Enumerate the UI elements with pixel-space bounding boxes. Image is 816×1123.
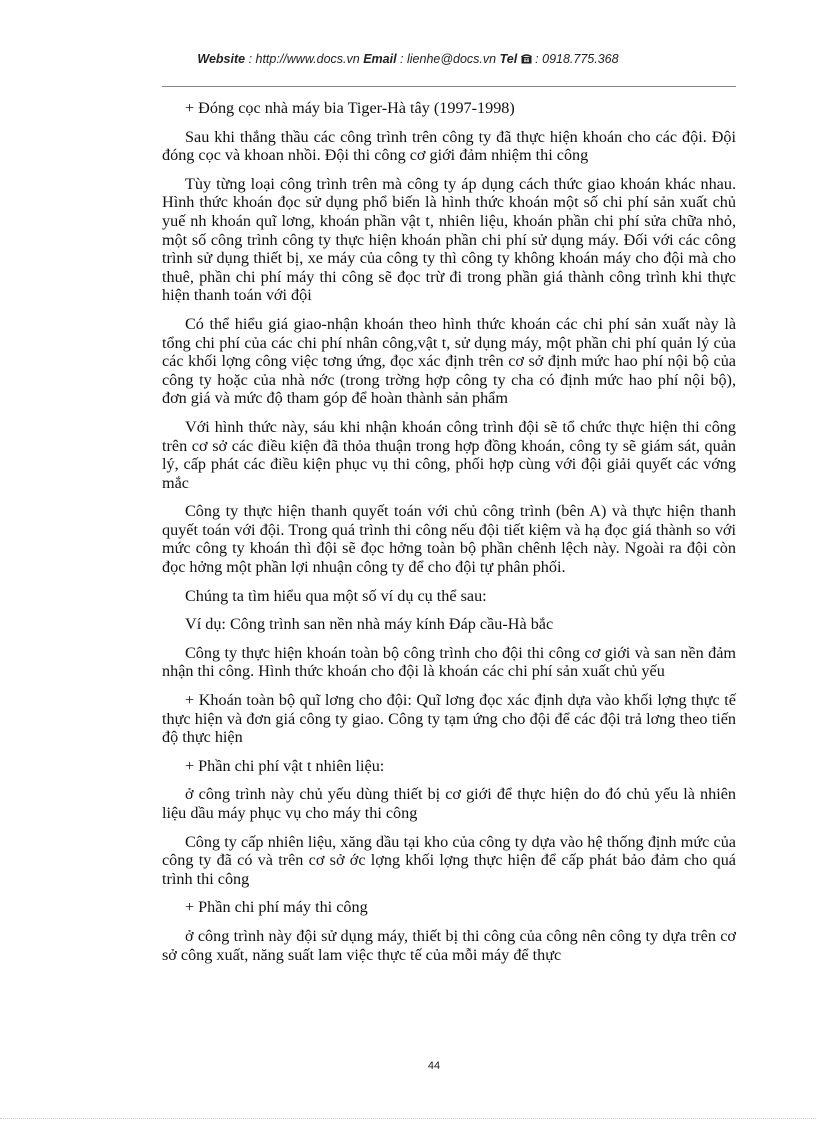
page-header (0, 52, 816, 66)
paragraph: + Đóng cọc nhà máy bia Tiger-Hà tây (1997-1998) (185, 99, 515, 117)
paragraph: Công ty thực hiện thanh quyết toán với chủ công trình (bên A) và thực hiện thanh quyết toán với đội. Trong quá trình thi công nếu đội tiết kiệm và hạ đọc giá thành so với mức công ty khoán thì đội sẽ đọc hởng toàn bộ phần chênh lệch này. Ngoài ra đội còn đọc hởng một phần lợi nhuận công ty để cho đội tự phân phối. (162, 502, 736, 577)
paragraph: Có thể hiểu giá giao-nhận khoán theo hình thức khoán các chi phí sản xuất này là tổng chi phí của các chi phí nhân công,vật t, sử dụng máy, một phần chi phí quản lý của các khối lợng công việc tơng ứng, đọc xác định trên cơ sở định mức hao phí nội bộ của công ty hoặc của nhà nớc (trong trờng hợp công ty cha có định mức hao phí nội bộ), đơn giá và mức độ tham góp để hoàn thành sản phẩm (162, 314, 736, 408)
paragraph: Sau khi thắng thầu các công trình trên công ty đã thực hiện khoán cho các đội. Đội đóng cọc và khoan nhồi. Đội thi công cơ giới đảm nhiệm thi công (162, 127, 736, 165)
document-body (162, 99, 736, 974)
page-number: 44 (427, 1060, 441, 1072)
email-label: Email (363, 52, 397, 66)
bottom-divider (0, 1118, 816, 1119)
phone-icon (521, 52, 535, 66)
paragraph: Với hình thức này, sáu khi nhận khoán công trình đội sẽ tổ chức thực hiện thi công trên cơ sở các điều kiện đã thỏa thuận trong hợp đồng khoán, công ty sẽ giám sát, quản lý, cấp phát các điều kiện phục vụ thi công, phối hợp cùng với đội giải quyết các vớng mắc (162, 417, 736, 492)
paragraph: Công ty cấp nhiên liệu, xăng dầu tại kho của công ty dựa vào hệ thống định mức của công ty đã có và trên cơ sở ớc lợng khối lợng thực hiện để cấp phát bảo đảm cho quá trình thi công (162, 832, 736, 888)
tel-label: Tel (499, 52, 518, 66)
paragraph: ở công trình này đội sử dụng máy, thiết bị thi công của công nên công ty dựa trên cơ sở công xuất, năng suất lam việc thực tế của mỗi máy để thực (162, 926, 736, 964)
tel-value: : 0918.775.368 (535, 52, 619, 66)
paragraph: + Phần chi phí máy thi công (185, 898, 368, 917)
paragraph: Tùy từng loại công trình trên mà công ty áp dụng cách thức giao khoán khác nhau. Hình thức khoán đọc sử dụng phổ biến là hình thức khoán một số chi phí sản xuất chủ yuế nh khoán quĩ lơng, khoán phần vật t, nhiên liệu, khoán phần chi phí sửa chữa nhỏ, một số công trình công ty thực hiện khoán phần chi phí sử dụng máy. Đối với các công trình sử dụng thiết bị, xe máy của công ty thì công ty không khoán máy cho đội mà cho thuê, phần chi phí máy thi công sẽ đọc trừ đi trong phần giá thành công trình khi thực hiện thanh toán với đội (162, 174, 736, 305)
header-rule (162, 86, 736, 87)
website-value: : http://www.docs.vn (245, 52, 364, 66)
paragraph: + Phần chi phí vật t nhiên liệu: (185, 756, 385, 775)
paragraph: Công ty thực hiện khoán toàn bộ công trình cho đội thi công cơ giới và san nền đảm nhận thi công. Hình thức khoán cho đội là khoán các chi phí sản xuất chủ yếu (162, 643, 736, 681)
paragraph: ở công trình này chủ yếu dùng thiết bị cơ giới để thực hiện do đó chủ yếu là nhiên liệu dầu máy phục vụ cho máy thi công (162, 785, 736, 822)
paragraph: Ví dụ: Công trình san nền nhà máy kính Đáp cầu-Hà bắc (185, 615, 554, 634)
email-value: : lienhe@docs.vn (396, 52, 500, 66)
website-label: Website (197, 52, 246, 66)
paragraph: + Khoán toàn bộ quĩ lơng cho đội: Quĩ lơng đọc xác định dựa vào khối lợng thực tế thực hiện và đơn giá công ty giao. Công ty tạm ứng cho đội để các đội trả lơng theo tiến độ thực hiện (162, 691, 736, 747)
paragraph: Chúng ta tìm hiểu qua một số ví dụ cụ thể sau: (185, 586, 487, 605)
